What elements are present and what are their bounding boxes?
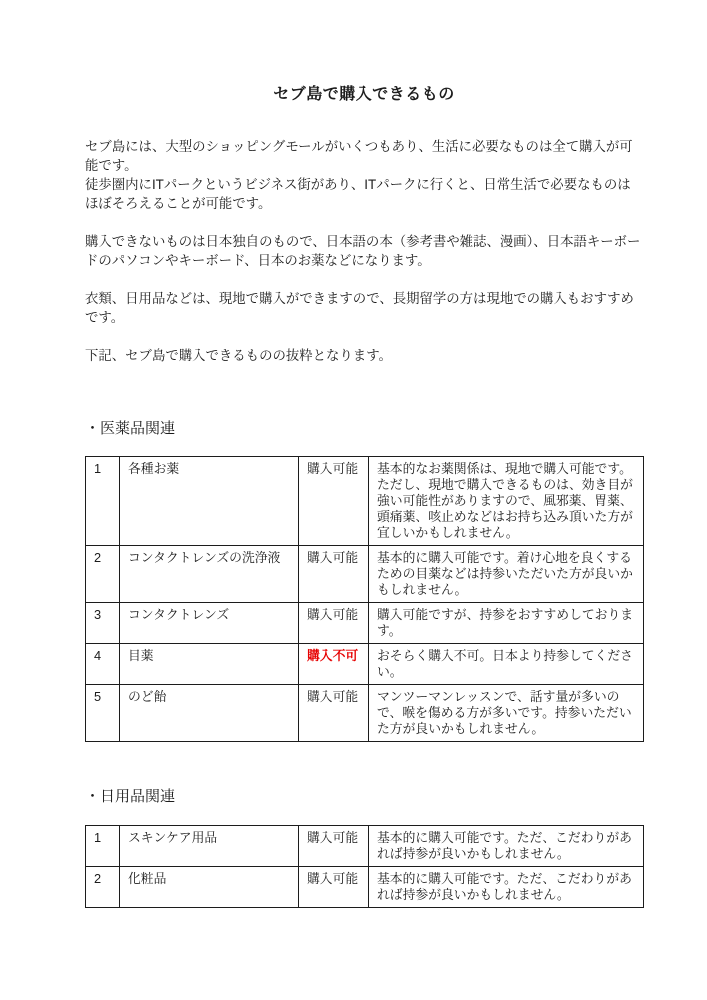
paragraph-unavailable-items <box>85 232 643 270</box>
section-heading-daily-goods: ・日用品関連 <box>85 788 176 805</box>
status-cell: 購入可能 <box>299 457 369 546</box>
status-cell: 購入可能 <box>299 546 369 603</box>
table-row <box>86 826 644 867</box>
document-title: セブ島で購入できるもの <box>273 86 455 103</box>
item-name: スキンケア用品 <box>120 826 299 867</box>
status-cell: 購入可能 <box>299 603 369 644</box>
daily-goods-table <box>85 825 644 908</box>
document-body <box>85 0 643 908</box>
text-line: セブ島には、大型のショッピングモールがいくつもあり、生活に必要なものは全て購入が可能です。 <box>85 139 633 173</box>
item-name: コンタクトレンズ <box>120 603 299 644</box>
paragraph-clothing-daily-goods <box>85 289 643 327</box>
item-name: 化粧品 <box>120 867 299 908</box>
medicine-table <box>85 456 644 742</box>
row-number: 1 <box>86 826 120 867</box>
table-row <box>86 867 644 908</box>
item-description: 基本的に購入可能です。ただ、こだわりがあれば持参が良いかもしれません。 <box>369 867 644 908</box>
paragraph-list-intro <box>85 346 643 365</box>
row-number: 5 <box>86 685 120 742</box>
item-name: のど飴 <box>120 685 299 742</box>
row-number: 4 <box>86 644 120 685</box>
table-row <box>86 457 644 546</box>
status-cell: 購入不可 <box>299 644 369 685</box>
item-description: 基本的に購入可能です。着け心地を良くするための目薬などは持参いただいた方が良いかもしれません。 <box>369 546 644 603</box>
item-name: 目薬 <box>120 644 299 685</box>
item-name: 各種お薬 <box>120 457 299 546</box>
status-cell: 購入可能 <box>299 685 369 742</box>
text-line: 購入できないものは日本独自のもので、日本語の本（参考書や雑誌、漫画）、日本語キーボードのパソコンやキーボード、日本のお薬などになります。 <box>85 234 641 268</box>
text-line: 下記、セブ島で購入できるものの抜粋となります。 <box>85 348 392 363</box>
item-description: 基本的なお薬関係は、現地で購入可能です。ただし、現地で購入できるものは、効き目が強い可能性がありますので、風邪薬、胃薬、頭痛薬、咳止めなどはお持ち込み頂いた方が宜しいかもしれません。 <box>369 457 644 546</box>
text-line: 徒歩圏内にITパークというビジネス街があり、ITパークに行くと、日常生活で必要なものはほぼそろえることが可能です。 <box>85 177 631 211</box>
table-row <box>86 644 644 685</box>
status-cell: 購入可能 <box>299 826 369 867</box>
table-row <box>86 685 644 742</box>
text-line: 衣類、日用品などは、現地で購入ができますので、長期留学の方は現地での購入もおすすめです。 <box>85 291 634 325</box>
paragraph-shopping-malls <box>85 137 643 213</box>
row-number: 2 <box>86 867 120 908</box>
status-cell: 購入可能 <box>299 867 369 908</box>
item-description: おそらく購入不可。日本より持参してください。 <box>369 644 644 685</box>
row-number: 3 <box>86 603 120 644</box>
row-number: 2 <box>86 546 120 603</box>
item-description: マンツーマンレッスンで、話す量が多いので、喉を傷める方が多いです。持参いただいた方が良いかもしれません。 <box>369 685 644 742</box>
section-heading-medicine: ・医薬品関連 <box>85 420 176 437</box>
item-description: 基本的に購入可能です。ただ、こだわりがあれば持参が良いかもしれません。 <box>369 826 644 867</box>
item-name: コンタクトレンズの洗浄液 <box>120 546 299 603</box>
table-row <box>86 603 644 644</box>
table-row <box>86 546 644 603</box>
item-description: 購入可能ですが、持参をおすすめしております。 <box>369 603 644 644</box>
row-number: 1 <box>86 457 120 546</box>
